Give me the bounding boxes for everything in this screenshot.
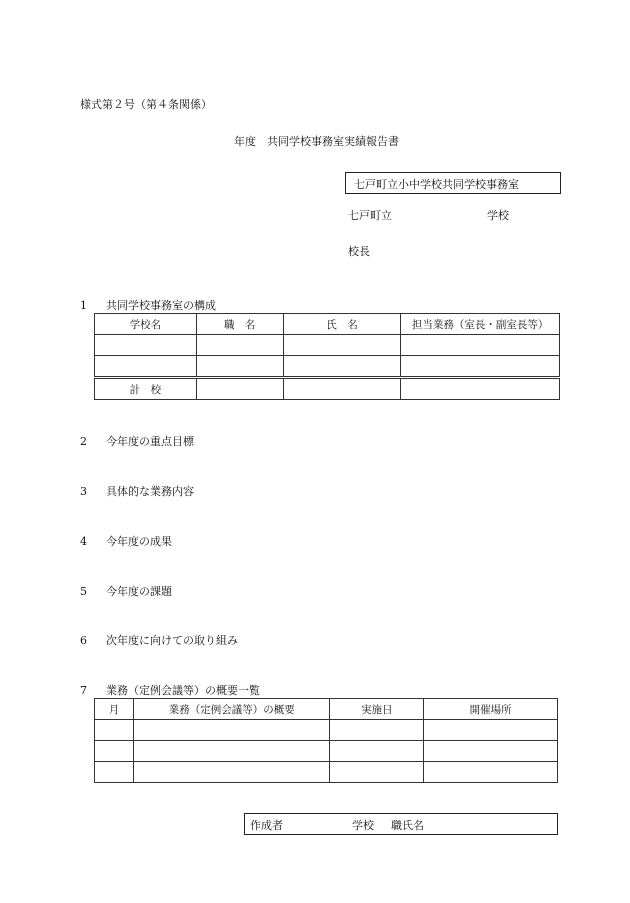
composition-table <box>94 313 560 400</box>
activities-table <box>94 698 558 783</box>
table-cell[interactable] <box>95 335 197 356</box>
office-name-box <box>345 172 561 194</box>
table-cell[interactable] <box>95 741 134 762</box>
table-cell[interactable] <box>330 762 424 783</box>
table-cell[interactable] <box>330 741 424 762</box>
table-cell[interactable] <box>133 762 330 783</box>
header-summary: 業務（定例会議等）の概要 <box>133 699 330 720</box>
section-title: 今年度の成果 <box>106 535 172 548</box>
section-number: 3 <box>80 485 87 498</box>
section-number: 1 <box>80 299 87 312</box>
author-title: 職氏名 <box>391 819 424 832</box>
author-box <box>244 813 558 835</box>
table-row <box>95 741 558 762</box>
table-row <box>95 720 558 741</box>
section-number: 5 <box>80 585 87 598</box>
document-title: 年度 共同学校事務室実績報告書 <box>234 135 399 148</box>
section-number: 6 <box>80 634 87 647</box>
school-prefix: 七戸町立 <box>348 209 392 222</box>
table-cell[interactable] <box>283 356 401 378</box>
section-title: 業務（定例会議等）の概要一覧 <box>106 684 260 697</box>
section-number: 7 <box>80 684 87 697</box>
header-venue: 開催場所 <box>424 699 558 720</box>
school-suffix: 学校 <box>487 209 509 222</box>
table-cell[interactable] <box>196 378 283 400</box>
table-cell[interactable] <box>133 741 330 762</box>
section-2-heading <box>80 433 194 449</box>
table-cell[interactable] <box>401 356 560 378</box>
section-4-heading <box>80 533 172 549</box>
author-label: 作成者 <box>250 819 283 832</box>
table-cell[interactable] <box>196 335 283 356</box>
table-header-row <box>95 314 560 335</box>
section-title: 今年度の重点目標 <box>106 435 194 448</box>
section-title: 次年度に向けての取り組み <box>106 634 238 647</box>
header-date: 実施日 <box>330 699 424 720</box>
table-cell[interactable] <box>283 335 401 356</box>
section-5-heading <box>80 583 172 599</box>
section-number: 2 <box>80 435 87 448</box>
table-cell[interactable] <box>424 762 558 783</box>
section-title: 具体的な業務内容 <box>106 485 194 498</box>
table-header-row <box>95 699 558 720</box>
principal-label: 校長 <box>348 245 370 258</box>
section-7-heading <box>80 682 260 698</box>
table-cell[interactable] <box>95 720 134 741</box>
table-cell[interactable] <box>401 335 560 356</box>
table-cell[interactable] <box>95 356 197 378</box>
header-month: 月 <box>95 699 134 720</box>
table-row <box>95 762 558 783</box>
header-position: 職 名 <box>196 314 283 335</box>
author-school: 学校 <box>352 819 374 832</box>
section-title: 今年度の課題 <box>106 585 172 598</box>
header-duty: 担当業務（室長・副室長等） <box>401 314 560 335</box>
table-cell[interactable] <box>95 762 134 783</box>
table-cell[interactable] <box>196 356 283 378</box>
form-number: 様式第２号（第４条関係） <box>80 98 212 111</box>
section-title: 共同学校事務室の構成 <box>106 299 216 312</box>
table-cell[interactable] <box>330 720 424 741</box>
header-school-name: 学校名 <box>95 314 197 335</box>
section-number: 4 <box>80 535 87 548</box>
office-name: 七戸町立小中学校共同学校事務室 <box>354 178 519 191</box>
table-cell[interactable] <box>283 378 401 400</box>
section-3-heading <box>80 483 194 499</box>
section-1-heading <box>80 297 216 313</box>
table-cell[interactable] <box>424 741 558 762</box>
table-cell[interactable] <box>401 378 560 400</box>
table-row <box>95 356 560 378</box>
total-label: 計 校 <box>95 378 197 400</box>
total-row <box>95 378 560 400</box>
header-name: 氏 名 <box>283 314 401 335</box>
table-cell[interactable] <box>133 720 330 741</box>
section-6-heading <box>80 632 238 648</box>
table-row <box>95 335 560 356</box>
table-cell[interactable] <box>424 720 558 741</box>
